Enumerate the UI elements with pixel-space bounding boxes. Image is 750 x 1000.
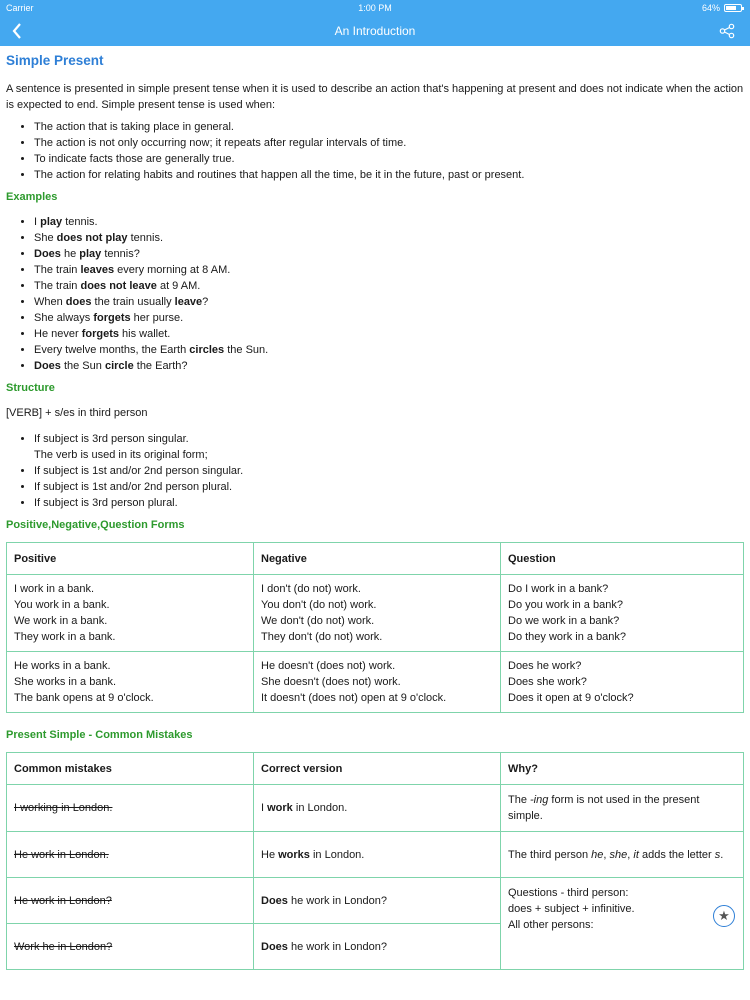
- structure-formula: [VERB] + s/es in third person: [6, 407, 148, 419]
- mistakes-header-1: Correct version: [254, 753, 501, 785]
- structure-rule: • If subject is 3rd person singular. The verb is used in its original form;: [34, 431, 744, 463]
- table-row: [7, 652, 744, 713]
- example-item: • When does the train usually leave?: [34, 294, 744, 310]
- share-button[interactable]: [714, 16, 740, 46]
- example-item: • He never forgets his wallet.: [34, 326, 744, 342]
- table-cell: He works in a bank. She works in a bank. The bank opens at 9 o'clock.: [7, 652, 254, 713]
- battery-icon: [724, 4, 742, 12]
- carrier-label: Carrier: [6, 3, 34, 13]
- structure-rule: • If subject is 3rd person plural.: [34, 495, 744, 511]
- example-item: • Does the Sun circle the Earth?: [34, 358, 744, 374]
- forms-heading: Positive,Negative,Question Forms: [6, 519, 185, 531]
- example-item: • Every twelve months, the Earth circles the Sun.: [34, 342, 744, 358]
- example-item: • Does he play tennis?: [34, 246, 744, 262]
- example-item: • The train leaves every morning at 8 AM.: [34, 262, 744, 278]
- mistakes-header-0: Common mistakes: [7, 753, 254, 785]
- why-cell: The third person he, she, it adds the letter s.: [501, 832, 744, 878]
- table-row: [7, 575, 744, 652]
- correct-cell: Does he work in London?: [254, 924, 501, 970]
- battery-percent: 64%: [701, 3, 720, 13]
- lesson-content: [6, 46, 744, 970]
- structure-rule: • If subject is 1st and/or 2nd person singular.: [34, 463, 744, 479]
- mistakes-heading: Present Simple - Common Mistakes: [6, 729, 193, 741]
- use-item: • The action is not only occurring now; it repeats after regular intervals of time.: [34, 135, 744, 151]
- mistake-cell: He work in London?: [7, 878, 254, 924]
- table-cell: I work in a bank. You work in a bank. We work in a bank. They work in a bank.: [7, 575, 254, 652]
- nav-title: An Introduction: [334, 24, 416, 38]
- mistake-cell: He work in London.: [7, 832, 254, 878]
- star-icon: ★: [718, 908, 730, 923]
- mistake-cell: Work he in London?: [7, 924, 254, 970]
- example-item: • I play tennis.: [34, 214, 744, 230]
- status-bar: [0, 0, 750, 16]
- example-item: • She always forgets her purse.: [34, 310, 744, 326]
- structure-heading: Structure: [6, 382, 55, 394]
- forms-header-1: Negative: [254, 543, 501, 575]
- use-item: • To indicate facts those are generally true.: [34, 151, 744, 167]
- use-item: • The action for relating habits and routines that happen all the time, be it in the future, past or present.: [34, 167, 744, 183]
- correct-cell: He works in London.: [254, 832, 501, 878]
- share-icon: [719, 23, 735, 39]
- correct-cell: Does he work in London?: [254, 878, 501, 924]
- status-time: 1:00 PM: [358, 3, 392, 13]
- table-row: [7, 785, 744, 832]
- table-row: [7, 832, 744, 878]
- mistakes-header-2: Why?: [501, 753, 744, 785]
- uses-list: [6, 119, 744, 183]
- why-cell: The -ing form is not used in the present simple.: [501, 785, 744, 832]
- forms-header-0: Positive: [7, 543, 254, 575]
- forms-header-2: Question: [501, 543, 744, 575]
- correct-cell: I work in London.: [254, 785, 501, 832]
- use-item: • The action that is taking place in general.: [34, 119, 744, 135]
- table-row: [7, 878, 744, 924]
- structure-list: [6, 431, 744, 511]
- table-cell: Does he work? Does she work? Does it open at 9 o'clock?: [501, 652, 744, 713]
- nav-bar: [0, 16, 750, 46]
- favorite-button[interactable]: [713, 905, 735, 927]
- example-item: • The train does not leave at 9 AM.: [34, 278, 744, 294]
- mistakes-table: [6, 752, 744, 970]
- why-cell: Questions - third person: does + subject + infinitive. All other persons:: [501, 878, 744, 970]
- structure-rule: • If subject is 1st and/or 2nd person plural.: [34, 479, 744, 495]
- examples-heading: Examples: [6, 191, 58, 203]
- page-title: Simple Present: [6, 53, 104, 68]
- examples-list: [6, 214, 744, 374]
- table-cell: I don't (do not) work. You don't (do not) work. We don't (do not) work. They don't (do not) work.: [254, 575, 501, 652]
- forms-table: [6, 542, 744, 713]
- intro-paragraph: A sentence is presented in simple present tense when it is used to describe an action that's happening at present and does not indicate when the action is expected to end. Simple present tense is used when:: [6, 83, 744, 111]
- mistake-cell: I working in London.: [7, 785, 254, 832]
- table-cell: Do I work in a bank? Do you work in a bank? Do we work in a bank? Do they work in a bank?: [501, 575, 744, 652]
- example-item: • She does not play tennis.: [34, 230, 744, 246]
- table-cell: He doesn't (does not) work. She doesn't (does not) work. It doesn't (does not) open at 9 o'clock.: [254, 652, 501, 713]
